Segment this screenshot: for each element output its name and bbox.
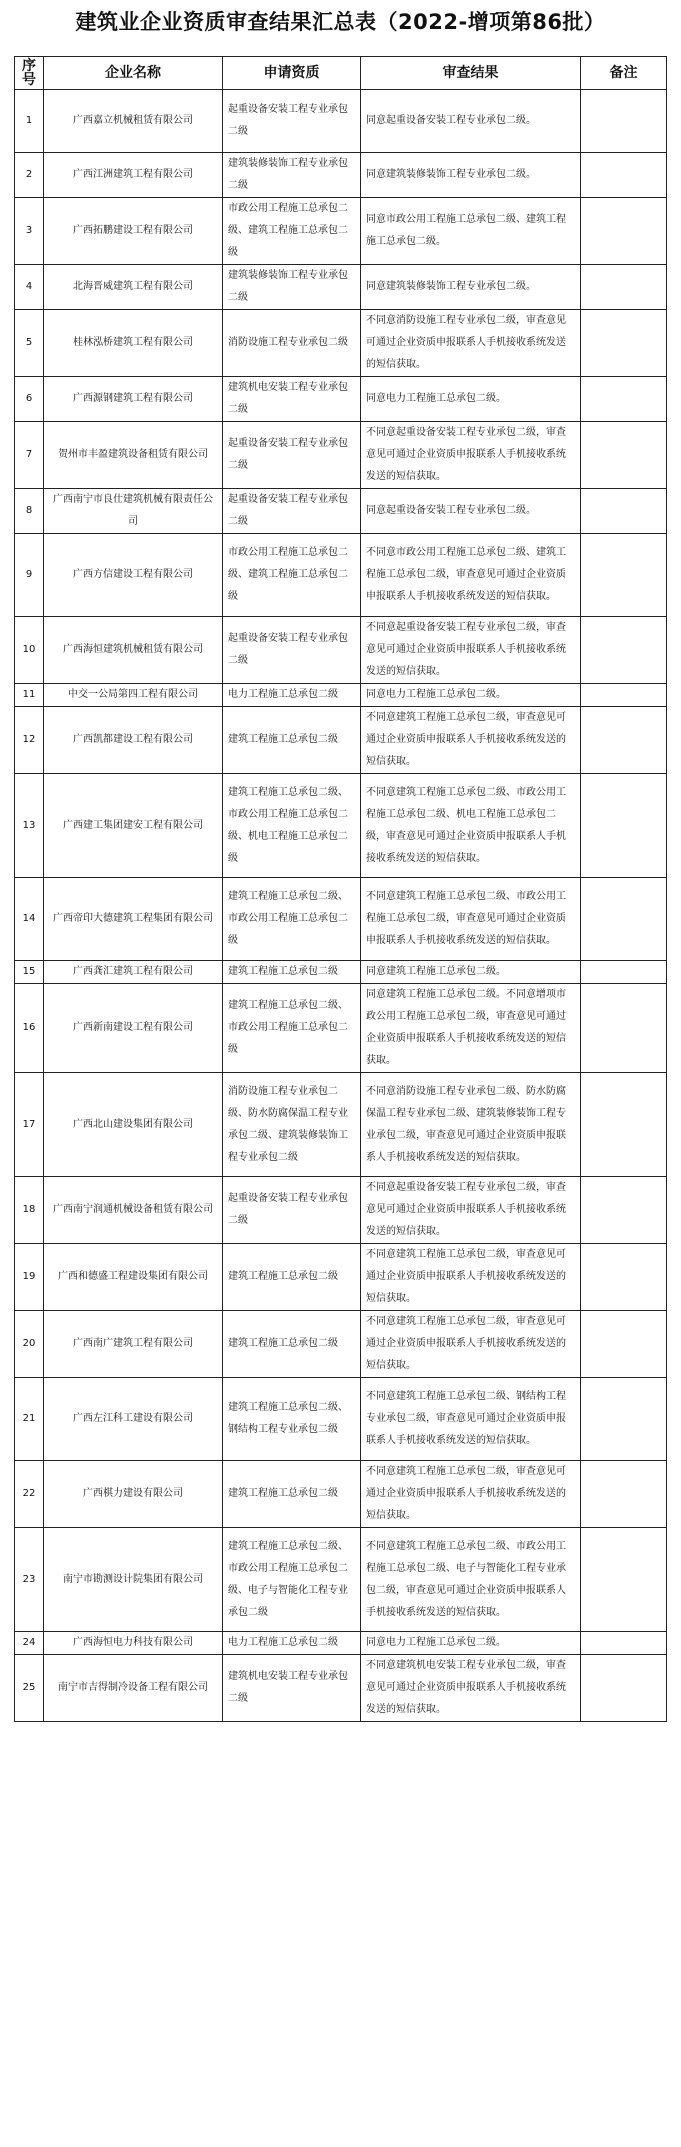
table-row <box>15 961 667 984</box>
cell-result: 不同意建筑工程施工总承包二级、市政公用工程施工总承包二级，审查意见可通过企业资质申报联系人手机接收系统发送的短信获取。 <box>361 878 581 961</box>
cell-qualification: 市政公用工程施工总承包二级、建筑工程施工总承包二级 <box>223 198 361 265</box>
cell-seq: 6 <box>15 377 44 422</box>
cell-qualification: 建筑机电安装工程专业承包二级 <box>223 1655 361 1722</box>
cell-result: 不同意建筑工程施工总承包二级、市政公用工程施工总承包二级、机电工程施工总承包二级，审查意见可通过企业资质申报联系人手机接收系统发送的短信获取。 <box>361 774 581 878</box>
cell-note <box>581 684 667 707</box>
cell-seq: 10 <box>15 617 44 684</box>
cell-qualification: 建筑工程施工总承包二级 <box>223 707 361 774</box>
table-row <box>15 1528 667 1632</box>
cell-result: 不同意建筑工程施工总承包二级，审查意见可通过企业资质申报联系人手机接收系统发送的短信获取。 <box>361 707 581 774</box>
cell-seq: 13 <box>15 774 44 878</box>
cell-company: 广西南广建筑工程有限公司 <box>44 1311 223 1378</box>
cell-qualification: 起重设备安装工程专业承包二级 <box>223 489 361 534</box>
table-row <box>15 617 667 684</box>
cell-company: 广西帝印大德建筑工程集团有限公司 <box>44 878 223 961</box>
cell-note <box>581 1244 667 1311</box>
cell-seq: 3 <box>15 198 44 265</box>
cell-note <box>581 377 667 422</box>
table-row <box>15 153 667 198</box>
cell-seq: 4 <box>15 265 44 310</box>
cell-seq: 19 <box>15 1244 44 1311</box>
cell-result: 不同意建筑工程施工总承包二级，审查意见可通过企业资质申报联系人手机接收系统发送的短信获取。 <box>361 1461 581 1528</box>
cell-note <box>581 774 667 878</box>
cell-company: 广西和德盛工程建设集团有限公司 <box>44 1244 223 1311</box>
table-row <box>15 878 667 961</box>
header-note: 备注 <box>581 57 667 90</box>
cell-qualification: 电力工程施工总承包二级 <box>223 684 361 707</box>
cell-seq: 23 <box>15 1528 44 1632</box>
table-row <box>15 984 667 1073</box>
table-row <box>15 265 667 310</box>
cell-note <box>581 1378 667 1461</box>
table-row <box>15 422 667 489</box>
cell-result: 不同意市政公用工程施工总承包二级、建筑工程施工总承包二级，审查意见可通过企业资质申报联系人手机接收系统发送的短信获取。 <box>361 534 581 617</box>
cell-company: 南宁市勘测设计院集团有限公司 <box>44 1528 223 1632</box>
header-seq: 序号 <box>15 57 44 90</box>
cell-note <box>581 961 667 984</box>
header-result: 审查结果 <box>361 57 581 90</box>
table-row <box>15 90 667 153</box>
cell-seq: 21 <box>15 1378 44 1461</box>
cell-seq: 20 <box>15 1311 44 1378</box>
table-row <box>15 1655 667 1722</box>
cell-qualification: 消防设施工程专业承包二级、防水防腐保温工程专业承包二级、建筑装修装饰工程专业承包二级 <box>223 1073 361 1177</box>
cell-result: 不同意建筑工程施工总承包二级、市政公用工程施工总承包二级、电子与智能化工程专业承包二级，审查意见可通过企业资质申报联系人手机接收系统发送的短信获取。 <box>361 1528 581 1632</box>
page-title: 建筑业企业资质审查结果汇总表（2022-增项第86批） <box>75 10 606 34</box>
cell-note <box>581 1655 667 1722</box>
cell-seq: 9 <box>15 534 44 617</box>
table-row <box>15 377 667 422</box>
cell-note <box>581 1632 667 1655</box>
cell-note <box>581 153 667 198</box>
cell-company: 广西北山建设集团有限公司 <box>44 1073 223 1177</box>
table-row <box>15 310 667 377</box>
cell-note <box>581 617 667 684</box>
cell-note <box>581 489 667 534</box>
cell-seq: 14 <box>15 878 44 961</box>
cell-company: 广西南宁市良仕建筑机械有限责任公司 <box>44 489 223 534</box>
table-row <box>15 1378 667 1461</box>
cell-company: 桂林泓桥建筑工程有限公司 <box>44 310 223 377</box>
cell-note <box>581 265 667 310</box>
cell-result: 不同意消防设施工程专业承包二级、防水防腐保温工程专业承包二级、建筑装修装饰工程专业承包二级，审查意见可通过企业资质申报联系人手机接收系统发送的短信获取。 <box>361 1073 581 1177</box>
results-table <box>14 56 667 1722</box>
cell-qualification: 建筑工程施工总承包二级 <box>223 1311 361 1378</box>
cell-qualification: 电力工程施工总承包二级 <box>223 1632 361 1655</box>
cell-seq: 15 <box>15 961 44 984</box>
cell-result: 同意电力工程施工总承包二级。 <box>361 377 581 422</box>
cell-result: 不同意消防设施工程专业承包二级，审查意见可通过企业资质申报联系人手机接收系统发送的短信获取。 <box>361 310 581 377</box>
cell-result: 不同意建筑工程施工总承包二级、钢结构工程专业承包二级，审查意见可通过企业资质申报联系人手机接收系统发送的短信获取。 <box>361 1378 581 1461</box>
cell-result: 不同意起重设备安装工程专业承包二级，审查意见可通过企业资质申报联系人手机接收系统发送的短信获取。 <box>361 422 581 489</box>
cell-qualification: 建筑工程施工总承包二级、市政公用工程施工总承包二级 <box>223 984 361 1073</box>
cell-seq: 12 <box>15 707 44 774</box>
cell-note <box>581 984 667 1073</box>
table-header-row <box>15 57 667 90</box>
cell-note <box>581 1461 667 1528</box>
cell-result: 不同意建筑工程施工总承包二级，审查意见可通过企业资质申报联系人手机接收系统发送的短信获取。 <box>361 1244 581 1311</box>
cell-result: 同意电力工程施工总承包二级。 <box>361 1632 581 1655</box>
cell-seq: 16 <box>15 984 44 1073</box>
cell-seq: 18 <box>15 1177 44 1244</box>
cell-qualification: 建筑工程施工总承包二级、市政公用工程施工总承包二级、电子与智能化工程专业承包二级 <box>223 1528 361 1632</box>
cell-company: 广西拓鹏建设工程有限公司 <box>44 198 223 265</box>
cell-seq: 2 <box>15 153 44 198</box>
cell-qualification: 起重设备安装工程专业承包二级 <box>223 422 361 489</box>
cell-note <box>581 310 667 377</box>
cell-company: 中交一公局第四工程有限公司 <box>44 684 223 707</box>
header-company: 企业名称 <box>44 57 223 90</box>
cell-company: 广西南宁润通机械设备租赁有限公司 <box>44 1177 223 1244</box>
cell-qualification: 起重设备安装工程专业承包二级 <box>223 617 361 684</box>
cell-company: 广西龚汇建筑工程有限公司 <box>44 961 223 984</box>
cell-result: 同意市政公用工程施工总承包二级、建筑工程施工总承包二级。 <box>361 198 581 265</box>
cell-company: 广西左江科工建设有限公司 <box>44 1378 223 1461</box>
cell-result: 同意电力工程施工总承包二级。 <box>361 684 581 707</box>
cell-qualification: 建筑工程施工总承包二级、市政公用工程施工总承包二级、机电工程施工总承包二级 <box>223 774 361 878</box>
cell-note <box>581 1177 667 1244</box>
cell-seq: 22 <box>15 1461 44 1528</box>
cell-note <box>581 878 667 961</box>
cell-company: 广西方信建设工程有限公司 <box>44 534 223 617</box>
cell-company: 广西凯都建设工程有限公司 <box>44 707 223 774</box>
cell-company: 广西江洲建筑工程有限公司 <box>44 153 223 198</box>
cell-note <box>581 534 667 617</box>
cell-qualification: 消防设施工程专业承包二级 <box>223 310 361 377</box>
table-row <box>15 1177 667 1244</box>
table-row <box>15 198 667 265</box>
table-body <box>15 90 667 1722</box>
cell-qualification: 建筑装修装饰工程专业承包二级 <box>223 265 361 310</box>
cell-seq: 1 <box>15 90 44 153</box>
cell-qualification: 建筑工程施工总承包二级 <box>223 1244 361 1311</box>
cell-result: 同意起重设备安装工程专业承包二级。 <box>361 489 581 534</box>
cell-qualification: 建筑工程施工总承包二级、市政公用工程施工总承包二级 <box>223 878 361 961</box>
cell-note <box>581 1311 667 1378</box>
cell-company: 广西海恒建筑机械租赁有限公司 <box>44 617 223 684</box>
cell-result: 同意建筑装修装饰工程专业承包二级。 <box>361 153 581 198</box>
table-row <box>15 489 667 534</box>
table-row <box>15 534 667 617</box>
cell-qualification: 起重设备安装工程专业承包二级 <box>223 1177 361 1244</box>
cell-seq: 17 <box>15 1073 44 1177</box>
cell-result: 不同意建筑工程施工总承包二级，审查意见可通过企业资质申报联系人手机接收系统发送的短信获取。 <box>361 1311 581 1378</box>
cell-result: 不同意起重设备安装工程专业承包二级，审查意见可通过企业资质申报联系人手机接收系统发送的短信获取。 <box>361 1177 581 1244</box>
cell-seq: 11 <box>15 684 44 707</box>
cell-result: 同意建筑装修装饰工程专业承包二级。 <box>361 265 581 310</box>
cell-company: 广西海恒电力科技有限公司 <box>44 1632 223 1655</box>
cell-result: 同意起重设备安装工程专业承包二级。 <box>361 90 581 153</box>
cell-company: 贺州市丰盈建筑设备租赁有限公司 <box>44 422 223 489</box>
cell-note <box>581 198 667 265</box>
table-row <box>15 707 667 774</box>
cell-seq: 25 <box>15 1655 44 1722</box>
cell-note <box>581 90 667 153</box>
table-row <box>15 1073 667 1177</box>
cell-qualification: 建筑工程施工总承包二级 <box>223 1461 361 1528</box>
cell-result: 同意建筑工程施工总承包二级。 <box>361 961 581 984</box>
cell-company: 广西嘉立机械租赁有限公司 <box>44 90 223 153</box>
table-row <box>15 684 667 707</box>
cell-qualification: 市政公用工程施工总承包二级、建筑工程施工总承包二级 <box>223 534 361 617</box>
cell-seq: 7 <box>15 422 44 489</box>
cell-company: 广西建工集团建安工程有限公司 <box>44 774 223 878</box>
cell-qualification: 建筑工程施工总承包二级 <box>223 961 361 984</box>
cell-result: 不同意建筑机电安装工程专业承包二级，审查意见可通过企业资质申报联系人手机接收系统发送的短信获取。 <box>361 1655 581 1722</box>
cell-qualification: 建筑机电安装工程专业承包二级 <box>223 377 361 422</box>
table-row <box>15 774 667 878</box>
cell-result: 同意建筑工程施工总承包二级。不同意增项市政公用工程施工总承包二级，审查意见可通过企业资质申报联系人手机接收系统发送的短信获取。 <box>361 984 581 1073</box>
cell-seq: 5 <box>15 310 44 377</box>
cell-note <box>581 1528 667 1632</box>
table-row <box>15 1244 667 1311</box>
cell-result: 不同意起重设备安装工程专业承包二级，审查意见可通过企业资质申报联系人手机接收系统发送的短信获取。 <box>361 617 581 684</box>
cell-seq: 8 <box>15 489 44 534</box>
cell-company: 广西新南建设工程有限公司 <box>44 984 223 1073</box>
cell-note <box>581 422 667 489</box>
table-row <box>15 1311 667 1378</box>
cell-qualification: 起重设备安装工程专业承包二级 <box>223 90 361 153</box>
table-row <box>15 1632 667 1655</box>
header-qualification: 申请资质 <box>223 57 361 90</box>
cell-note <box>581 707 667 774</box>
cell-qualification: 建筑装修装饰工程专业承包二级 <box>223 153 361 198</box>
cell-company: 南宁市吉得制冷设备工程有限公司 <box>44 1655 223 1722</box>
cell-seq: 24 <box>15 1632 44 1655</box>
table-row <box>15 1461 667 1528</box>
cell-qualification: 建筑工程施工总承包二级、钢结构工程专业承包二级 <box>223 1378 361 1461</box>
cell-company: 广西棋力建设有限公司 <box>44 1461 223 1528</box>
cell-company: 北海晋威建筑工程有限公司 <box>44 265 223 310</box>
cell-note <box>581 1073 667 1177</box>
cell-company: 广西源钢建筑工程有限公司 <box>44 377 223 422</box>
